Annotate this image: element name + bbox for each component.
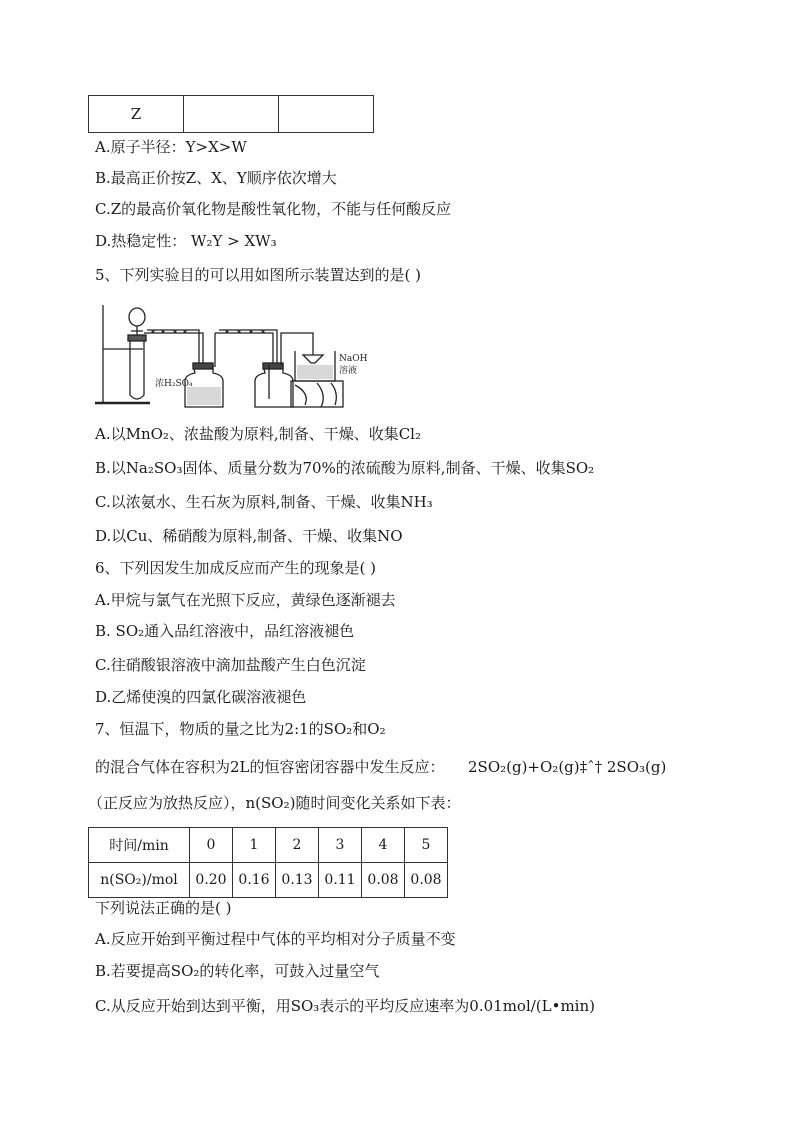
q6-option-d: D.乙烯使溴的四氯化碳溶液褪色 bbox=[95, 688, 307, 706]
time-cell: 0 bbox=[190, 828, 233, 863]
test-tube bbox=[130, 337, 144, 399]
value-cell: 0.20 bbox=[190, 863, 233, 898]
q6-stem: 6、下列因发生加成反应而产生的现象是( ) bbox=[95, 559, 377, 577]
table-cell bbox=[184, 96, 279, 133]
acid-label: 浓H₂SO₄ bbox=[155, 379, 193, 389]
q4-option-b: B.最高正价按Z、X、Y顺序依次增大 bbox=[95, 169, 337, 187]
table-row bbox=[89, 863, 448, 898]
value-cell: 0.16 bbox=[233, 863, 276, 898]
q5-option-c: C.以浓氨水、生石灰为原料,制备、干燥、收集NH₃ bbox=[95, 493, 433, 511]
q7-option-a: A.反应开始到平衡过程中气体的平均相对分子质量不变 bbox=[95, 930, 456, 948]
table-row bbox=[89, 828, 448, 863]
q6-option-a: A.甲烷与氯气在光照下反应，黄绿色逐渐褪去 bbox=[95, 591, 396, 609]
table-header-cell: n(SO₂)/mol bbox=[89, 863, 190, 898]
q4-option-d-expression: W₂Y > XW₃ bbox=[191, 232, 277, 250]
time-cell: 2 bbox=[276, 828, 319, 863]
q7-question: 下列说法正确的是( ) bbox=[95, 899, 232, 917]
q4-option-d-label: D.热稳定性： bbox=[95, 232, 187, 250]
time-cell: 3 bbox=[319, 828, 362, 863]
value-cell: 0.08 bbox=[362, 863, 405, 898]
time-cell: 1 bbox=[233, 828, 276, 863]
naoh-label: NaOH bbox=[339, 354, 368, 364]
q4-option-a: A.原子半径：Y>X>W bbox=[95, 138, 247, 156]
value-cell: 0.08 bbox=[405, 863, 448, 898]
collection-bottle bbox=[255, 365, 293, 407]
q7-option-b: B.若要提高SO₂的转化率，可鼓入过量空气 bbox=[95, 962, 380, 980]
table-cell: Z bbox=[89, 96, 184, 133]
tube-1 bbox=[144, 333, 203, 365]
q4-option-c: C.Z的最高价氧化物是酸性氧化物，不能与任何酸反应 bbox=[95, 200, 452, 218]
q7-stem-line1: 7、恒温下，物质的量之比为2:1的SO₂和O₂ bbox=[95, 720, 386, 738]
q7-stem-line3: （正反应为放热反应），n(SO₂)随时间变化关系如下表： bbox=[88, 794, 461, 812]
solution-label: 溶液 bbox=[339, 366, 358, 376]
element-table-fragment bbox=[88, 95, 374, 133]
q5-option-a: A.以MnO₂、浓盐酸为原料,制备、干燥、收集Cl₂ bbox=[95, 425, 421, 443]
q4-option-d bbox=[95, 231, 277, 251]
time-cell: 5 bbox=[405, 828, 448, 863]
value-cell: 0.11 bbox=[319, 863, 362, 898]
q5-option-b: B.以Na₂SO₃固体、质量分数为70%的浓硫酸为原料,制备、干燥、收集SO₂ bbox=[95, 459, 595, 477]
q6-option-b: B. SO₂通入品红溶液中，品红溶液褪色 bbox=[95, 622, 355, 640]
q7-reaction-equation: 2SO₂(g)+O₂(g)‡ˆ† 2SO₃(g) bbox=[468, 758, 667, 776]
q7-option-c: C.从反应开始到达到平衡，用SO₃表示的平均反应速率为0.01mol/(L•min) bbox=[95, 997, 595, 1015]
table-header-cell: 时间/min bbox=[89, 828, 190, 863]
so2-time-table bbox=[88, 827, 448, 898]
separatory-funnel bbox=[129, 308, 145, 326]
q5-option-d: D.以Cu、稀硝酸为原料,制备、干燥、收集NO bbox=[95, 527, 403, 545]
time-cell: 4 bbox=[362, 828, 405, 863]
table-cell bbox=[279, 96, 374, 133]
q7-stem-line2: 的混合气体在容积为2L的恒容密闭容器中发生反应： bbox=[95, 758, 445, 776]
q5-stem: 5、下列实验目的可以用如图所示装置达到的是( ) bbox=[95, 266, 422, 284]
q6-option-c: C.往硝酸银溶液中滴加盐酸产生白色沉淀 bbox=[95, 656, 366, 674]
value-cell: 0.13 bbox=[276, 863, 319, 898]
tube-2 bbox=[215, 333, 273, 367]
apparatus-figure bbox=[95, 303, 368, 409]
